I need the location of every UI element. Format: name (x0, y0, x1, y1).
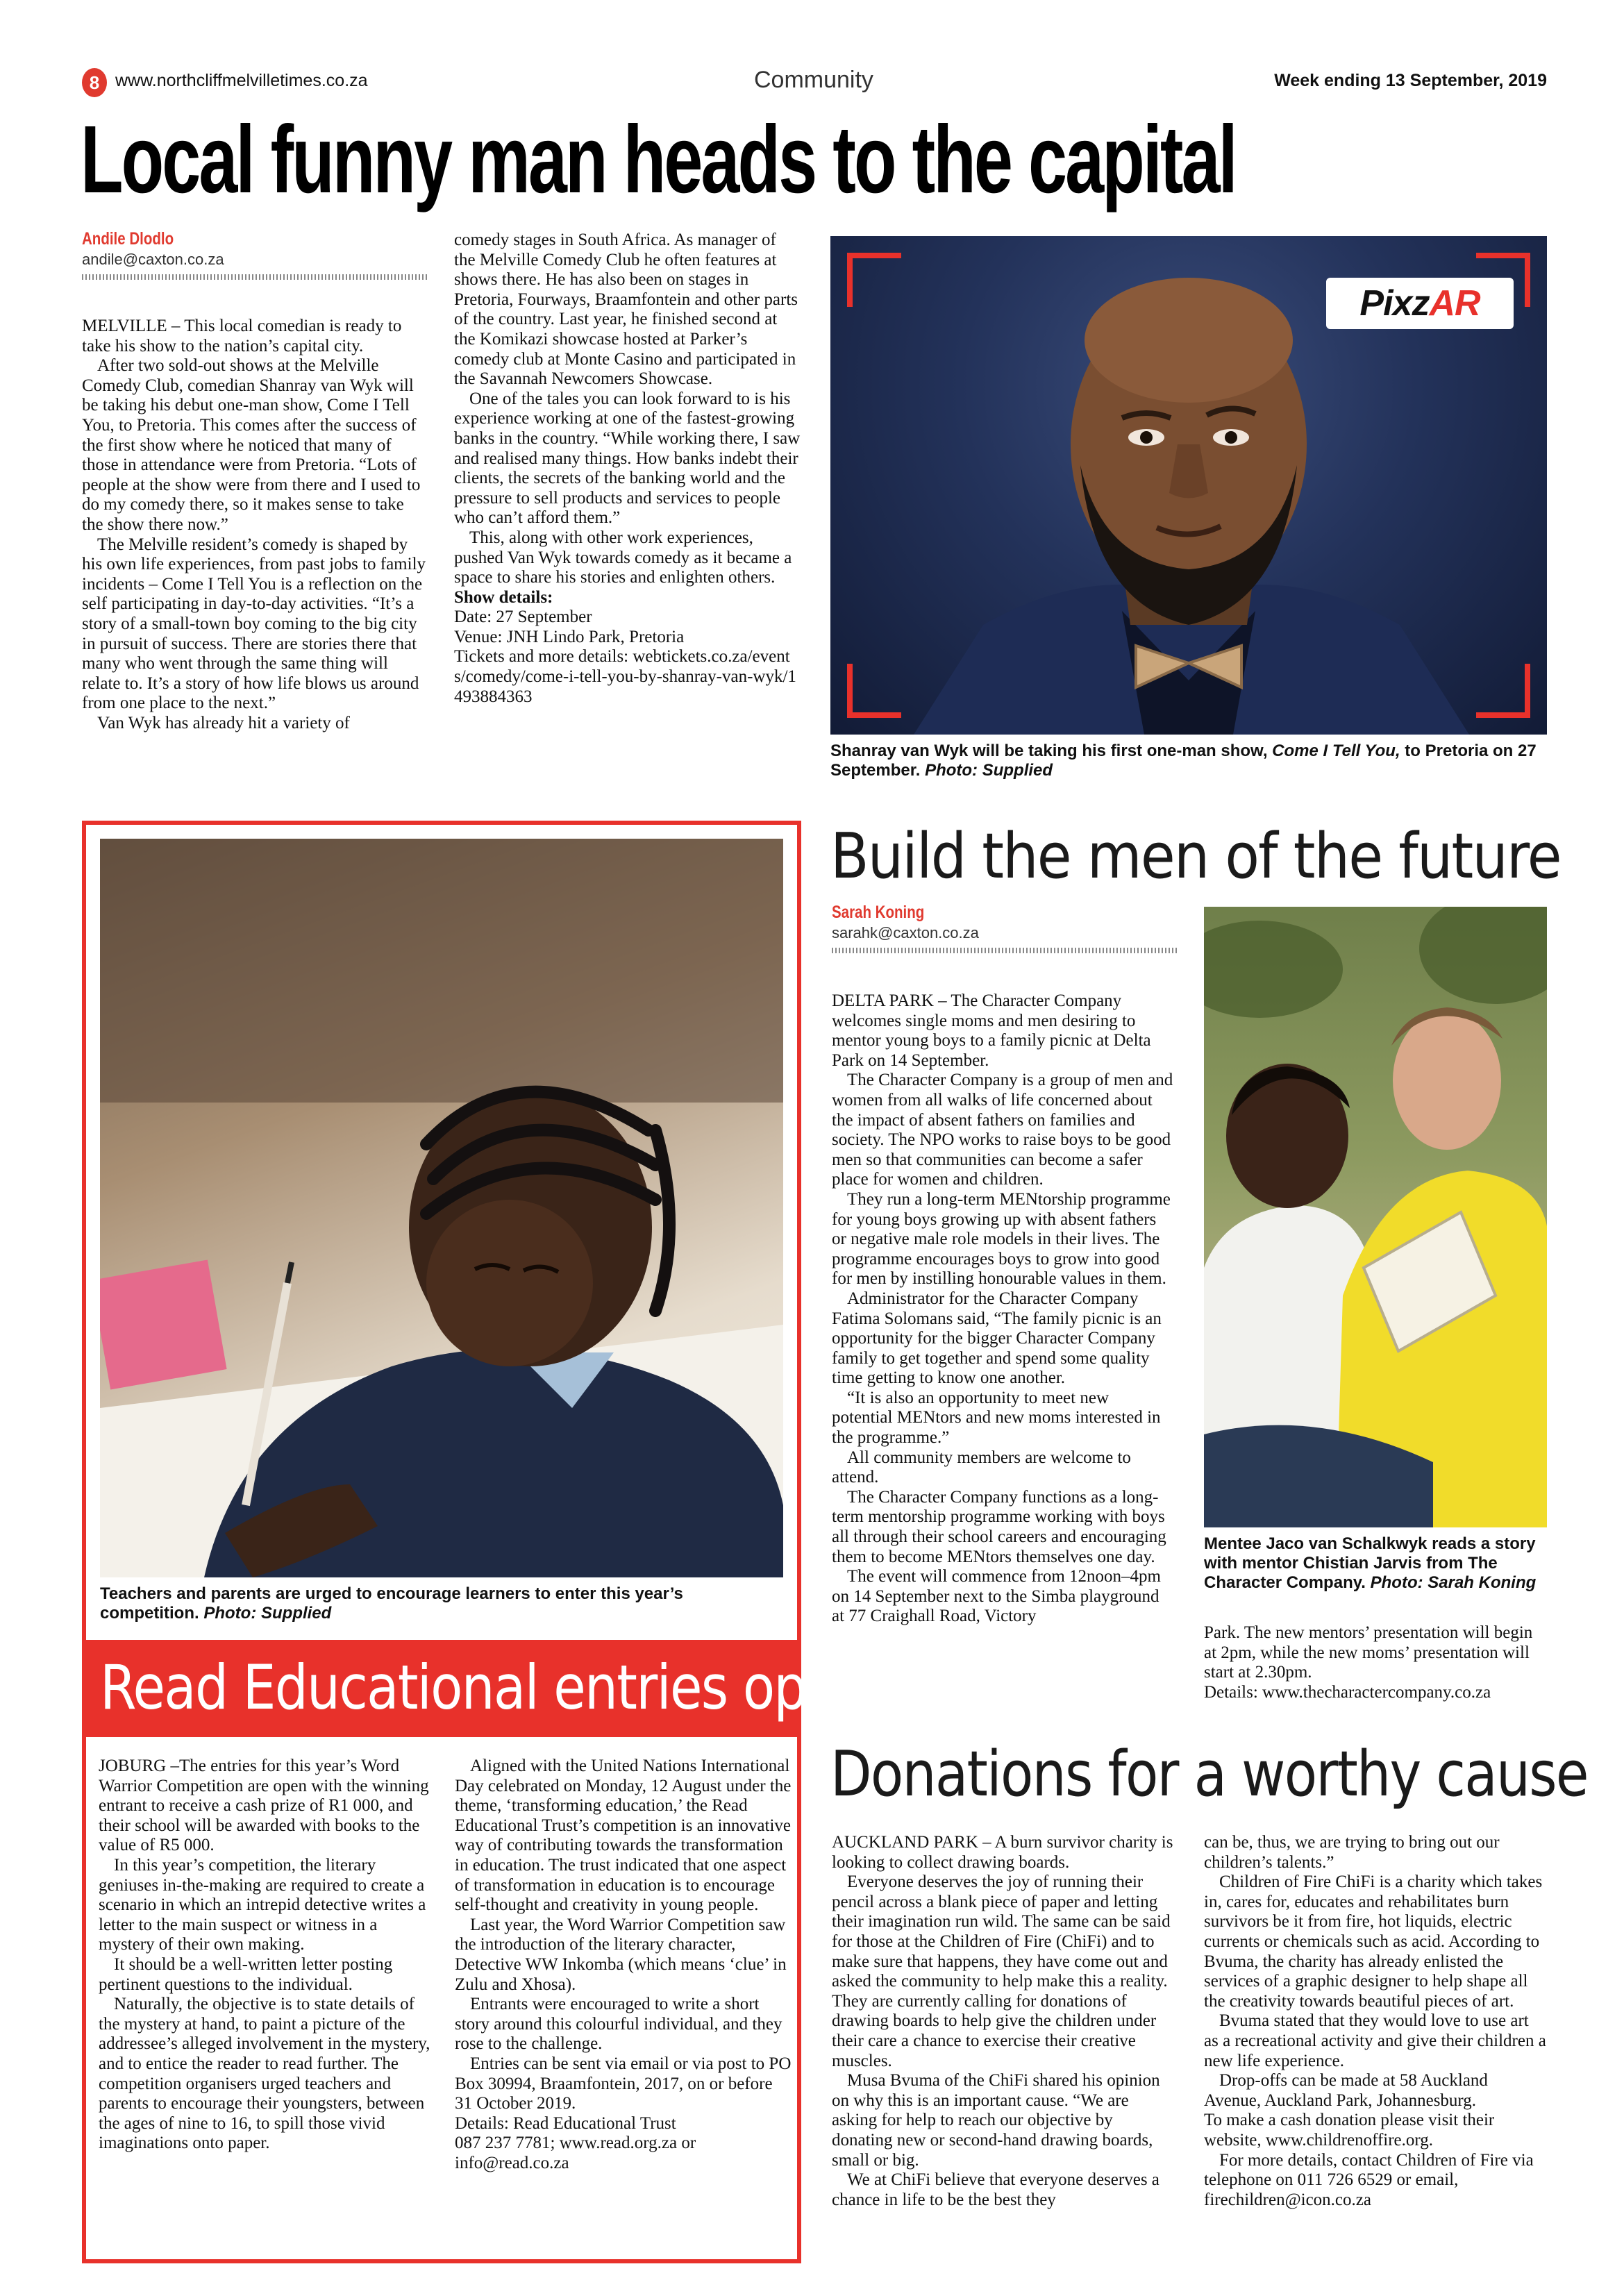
paragraph: Park. The new mentors’ presentation will begin at 2pm, while the new moms’ presentation will start at 2.30pm. (1204, 1623, 1533, 1682)
paragraph: After two sold-out shows at the Melville Comedy Club, comedian Shanray van Wyk will be taking his debut one-man show, Come I Tell You, to Pretoria. This comes after the success of the first show where he noticed that many of those in attendance were from Pretoria. “Lots of people at the show were from there and I used to do my comedy there, so it makes sense to take the show there now.” (82, 356, 421, 534)
paragraph: One of the tales you can look forward to is his experience working at one of the fastest-growing banks in the country. “While working there, I saw and realised many things. How banks indebt their clients, the secrets of the banking world and the pressure to sell products and services to people who can’t afford them.” (454, 389, 801, 528)
paragraph: Aligned with the United Nations International Day celebrated on Monday, 12 August under the theme, ‘transforming education,’ the Read Educational Trust’s competition is an innovative way of contributing towards the transformation in education. The trust indicated that one aspect of transformation in education is to encourage self-thought and creativity in young people. (455, 1757, 792, 1915)
paragraph: Last year, the Word Warrior Competition saw the introduction of the literary character, Detective WW Inkomba (which means ‘clue’ in Zulu and Xhosa). (455, 1915, 787, 1994)
paragraph: MELVILLE – This local comedian is ready to take his show to the nation’s capital city. (82, 317, 402, 355)
article1-column-1 (82, 317, 429, 733)
byline-divider (832, 948, 1178, 953)
paragraph: Administrator for the Character Company Fatima Solomans said, “The family picnic is an opportunity for the bigger Character Company family to get together and spend some quality time getting to know one another. (832, 1289, 1162, 1388)
issue-date: Week ending 13 September, 2019 (1274, 71, 1547, 90)
paragraph: JOBURG –The entries for this year’s Word Warrior Competition are open with the winning entrant to receive a cash prize of R1 000, and their school will be awarded with books to the value of R5 000. (99, 1757, 429, 1855)
author-email[interactable]: andile@caxton.co.za (82, 251, 224, 268)
pixzar-text-b: AR (1429, 283, 1480, 324)
caption-show-title: Come I Tell You, (1272, 741, 1400, 760)
article2-column-1 (99, 1757, 435, 2154)
paragraph: Children of Fire ChiFi is a charity which takes in, cares for, educates and rehabilitates burn survivors be it from fire, hot liquids, electric currents or chemicals such as acid. According to Bvuma, the charity has already enlisted the services of a graphic designer to help shape all the creativity towards beautiful pieces of art. (1204, 1872, 1543, 2011)
page-number: 8 (89, 72, 100, 93)
show-details-heading: Show details: (454, 587, 553, 607)
article1-headline: Local funny man heads to the capital (81, 106, 1236, 213)
frame-corner-bottom-right (1476, 664, 1530, 718)
article1-column-2 (454, 231, 801, 707)
detail-line: Details: Read Educational Trust (455, 2113, 676, 2133)
article2-caption (100, 1584, 783, 1623)
article3-column-2 (1204, 1623, 1547, 1702)
caption-text: Mentee Jaco van Schalkwyk reads a story with mentor Chistian Jarvis from The Character Company. (1204, 1534, 1536, 1592)
pixzar-text-a: Pixz (1359, 283, 1430, 324)
byline-divider (82, 274, 428, 280)
paragraph: Everyone deserves the joy of running their pencil across a blank piece of paper and letting their imagination run wild. The same can be said for those at the Children of Fire (ChiFi) and to make sure that happens, they have come out and asked the community to help make this a reality. They are currently calling for donations of drawing boards to help give the children under their care a chance to exercise their creative muscles. (832, 1872, 1171, 2070)
caption-text: Teachers and parents are urged to encourage learners to enter this year’s competition. (100, 1584, 683, 1623)
article1-caption (830, 741, 1547, 780)
paragraph: Entries can be sent via email or via post to PO Box 30994, Braamfontein, 2017, on or before 31 October 2019. (455, 2054, 792, 2113)
paragraph: Bvuma stated that they would love to use art as a recreational activity and give their children a new life experience. (1204, 2011, 1546, 2070)
paragraph[interactable]: For more details, contact Children of Fire via telephone on 011 726 6529 or email, firechildren@icon.co.za (1204, 2150, 1534, 2209)
author-email[interactable]: sarahk@caxton.co.za (832, 924, 979, 941)
paragraph: This, along with other work experiences, pushed Van Wyk towards comedy as it became a space to share his stories and enlighten others. (454, 528, 792, 587)
paragraph: They run a long-term MENtorship programme for young boys growing up with absent fathers or negative male role models in their lives. The programme encourages boys to grow into good for men by instilling honourable values in them. (832, 1189, 1171, 1289)
article3-byline (832, 903, 1179, 953)
section-label: Community (754, 67, 873, 93)
article4-column-1 (832, 1833, 1173, 2210)
website-link[interactable]: www.northcliffmelvilletimes.co.za (115, 71, 368, 90)
paragraph: We at ChiFi believe that everyone deserves a chance in life to be the best they (832, 2170, 1160, 2209)
paragraph: It should be a well-written letter posting pertinent questions to the individual. (99, 1954, 393, 1994)
author-name: Sarah Koning (832, 903, 925, 922)
paragraph: “It is also an opportunity to meet new potential MENtors and new moms interested in the programme.” (832, 1388, 1161, 1448)
detail-line: Venue: JNH Lindo Park, Pretoria (454, 627, 685, 646)
paragraph: Drop-offs can be made at 58 Auckland Avenue, Auckland Park, Johannesburg. (1204, 2071, 1488, 2110)
paragraph: The Character Company is a group of men and women from all walks of life concerned about the impact of absent fathers on families and society. The NPO works to raise boys to be good men so that communities can become a safer place for women and children. (832, 1071, 1173, 1189)
page-number-badge (82, 68, 107, 97)
caption-text: to Pretoria on 27 September. (830, 741, 1537, 780)
caption-text: Shanray van Wyk will be taking his first one-man show, (830, 741, 1273, 760)
detail-line[interactable]: 087 237 7781; www.read.org.za or info@read.co.za (455, 2134, 696, 2172)
detail-line: Date: 27 September (454, 607, 592, 627)
paragraph: AUCKLAND PARK – A burn survivor charity is looking to collect drawing boards. (832, 1833, 1173, 1872)
paragraph: In this year’s competition, the literary geniuses in-the-making are required to create a scenario in which an intrepid detective writes a letter to the main suspect or witness in a mystery of their own making. (99, 1855, 426, 1954)
paragraph: The event will commence from 12noon–4pm on 14 September next to the Simba playground at 77 Craighall Road, Victory (832, 1567, 1161, 1626)
mentor-photo (1204, 907, 1547, 1527)
frame-corner-bottom-left (847, 664, 901, 718)
paragraph: The Melville resident’s comedy is shaped by his own life experiences, from past jobs to family incidents – Come I Tell You is a reflection on the self participating in day-to-day activities. “It’s a story of a small-town boy coming to the big city in pursuit of success. There are stories there that many who went through the same thing will relate to. It’s a story of how life blows us around from one place to the next.” (82, 535, 426, 713)
detail-line[interactable]: Details: www.thecharactercompany.co.za (1204, 1682, 1491, 1702)
paragraph: comedy stages in South Africa. As manager of the Melville Comedy Club he often features at shows there. He has also been on stages in Pretoria, Fourways, Braamfontein and other parts of the country. Last year, he finished second at the Komikazi showcase hosted at Parker’s comedy club at Monte Casino and participated in the Savannah Newcomers Showcase. (454, 231, 798, 389)
pixzar-badge[interactable] (1326, 278, 1514, 329)
paragraph: Musa Bvuma of the ChiFi shared his opinion on why this is an important cause. “We are asking for help to reach our objective by donating new or second-hand drawing boards, small or big. (832, 2071, 1160, 2170)
paragraph: All community members are welcome to attend. (832, 1448, 1131, 1487)
author-name: Andile Dlodlo (82, 229, 174, 249)
paragraph: can be, thus, we are trying to bring out our children’s talents.” (1204, 1833, 1500, 1872)
detail-line[interactable]: Tickets and more details: webtickets.co.za/events/comedy/come-i-tell-you-by-shanray-van-wyk/1493884363 (454, 647, 796, 706)
article2-headline-bar (86, 1640, 869, 1737)
photo-credit: Photo: Supplied (925, 761, 1053, 780)
article4-headline: Donations for a worthy cause (830, 1738, 1588, 1811)
article3-headline: Build the men of the future (830, 820, 1561, 893)
frame-corner-top-left (847, 253, 901, 307)
article3-column-1 (832, 991, 1173, 1627)
article4-column-2 (1204, 1833, 1547, 2210)
article2-column-2 (455, 1757, 792, 2173)
paragraph: Naturally, the objective is to state details of the mystery at hand, to paint a picture of the addressee’s alleged involvement in the mystery, and to entice the reader to read further. The competition organisers urged teachers and parents to encourage their youngsters, between the ages of nine to 16, to spill those vivid imaginations onto paper. (99, 1995, 430, 2153)
student-photo (100, 839, 783, 1577)
student-illustration (100, 839, 783, 1577)
article3-caption (1204, 1534, 1547, 1593)
photo-credit: Photo: Supplied (203, 1604, 332, 1623)
article2-headline: Read Educational entries open (100, 1652, 869, 1723)
article1-byline (82, 229, 429, 280)
paragraph: Entrants were encouraged to write a short story around this colourful individual, and they rose to the challenge. (455, 1995, 782, 2054)
paragraph: The Character Company functions as a long-term mentorship programme working with boys all through their school careers and encouraging them to become MENtors themselves one day. (832, 1487, 1166, 1566)
paragraph: Van Wyk has already hit a variety of (97, 713, 350, 732)
paragraph: DELTA PARK – The Character Company welcomes single moms and men desiring to mentor young boys to a family picnic at Delta Park on 14 September. (832, 991, 1151, 1070)
photo-credit: Photo: Sarah Koning (1370, 1573, 1537, 1592)
mentor-illustration (1204, 907, 1547, 1527)
paragraph[interactable]: To make a cash donation please visit their website, www.childrenoffire.org. (1204, 2111, 1495, 2150)
comedian-photo (830, 236, 1547, 735)
page-header (82, 67, 1547, 99)
